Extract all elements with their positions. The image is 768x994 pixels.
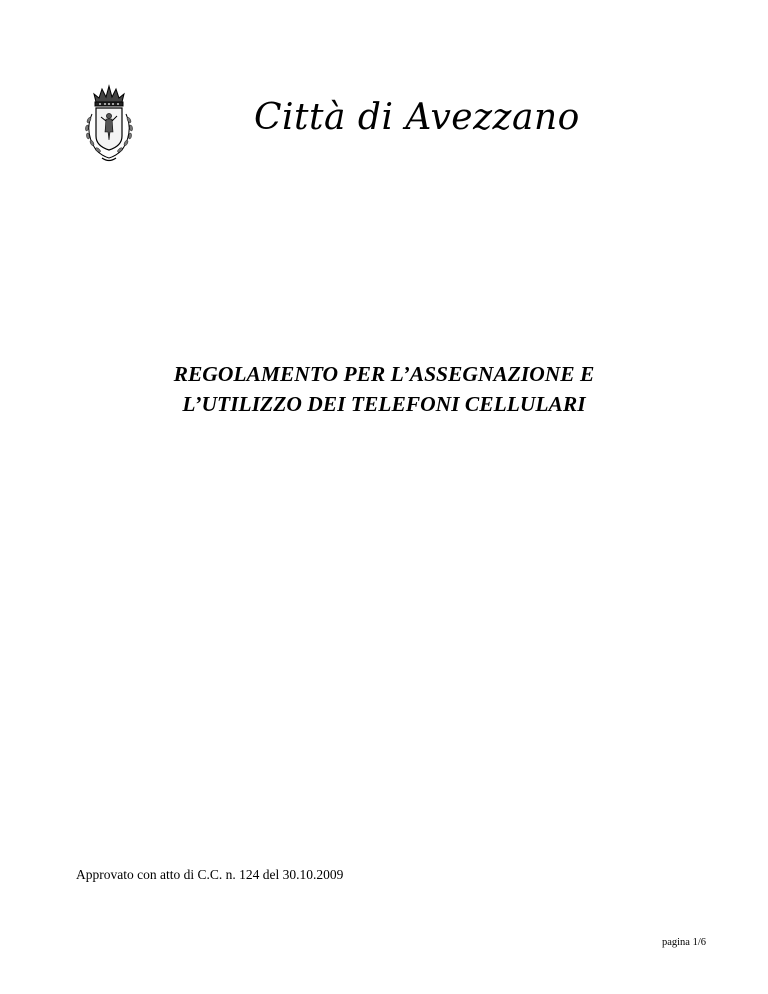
- document-title-line-1: REGOLAMENTO PER L’ASSEGNAZIONE E: [173, 362, 595, 386]
- city-coat-of-arms-icon: [76, 80, 142, 164]
- document-title-line-2: L’UTILIZZO DEI TELEFONI CELLULARI: [182, 392, 586, 416]
- page-number: pagina 1/6: [661, 937, 706, 948]
- city-name-heading: Città di Avezzano: [254, 97, 580, 138]
- document-title: [0, 359, 768, 419]
- approval-note: Approvato con atto di C.C. n. 124 del 30.10.2009: [76, 867, 344, 882]
